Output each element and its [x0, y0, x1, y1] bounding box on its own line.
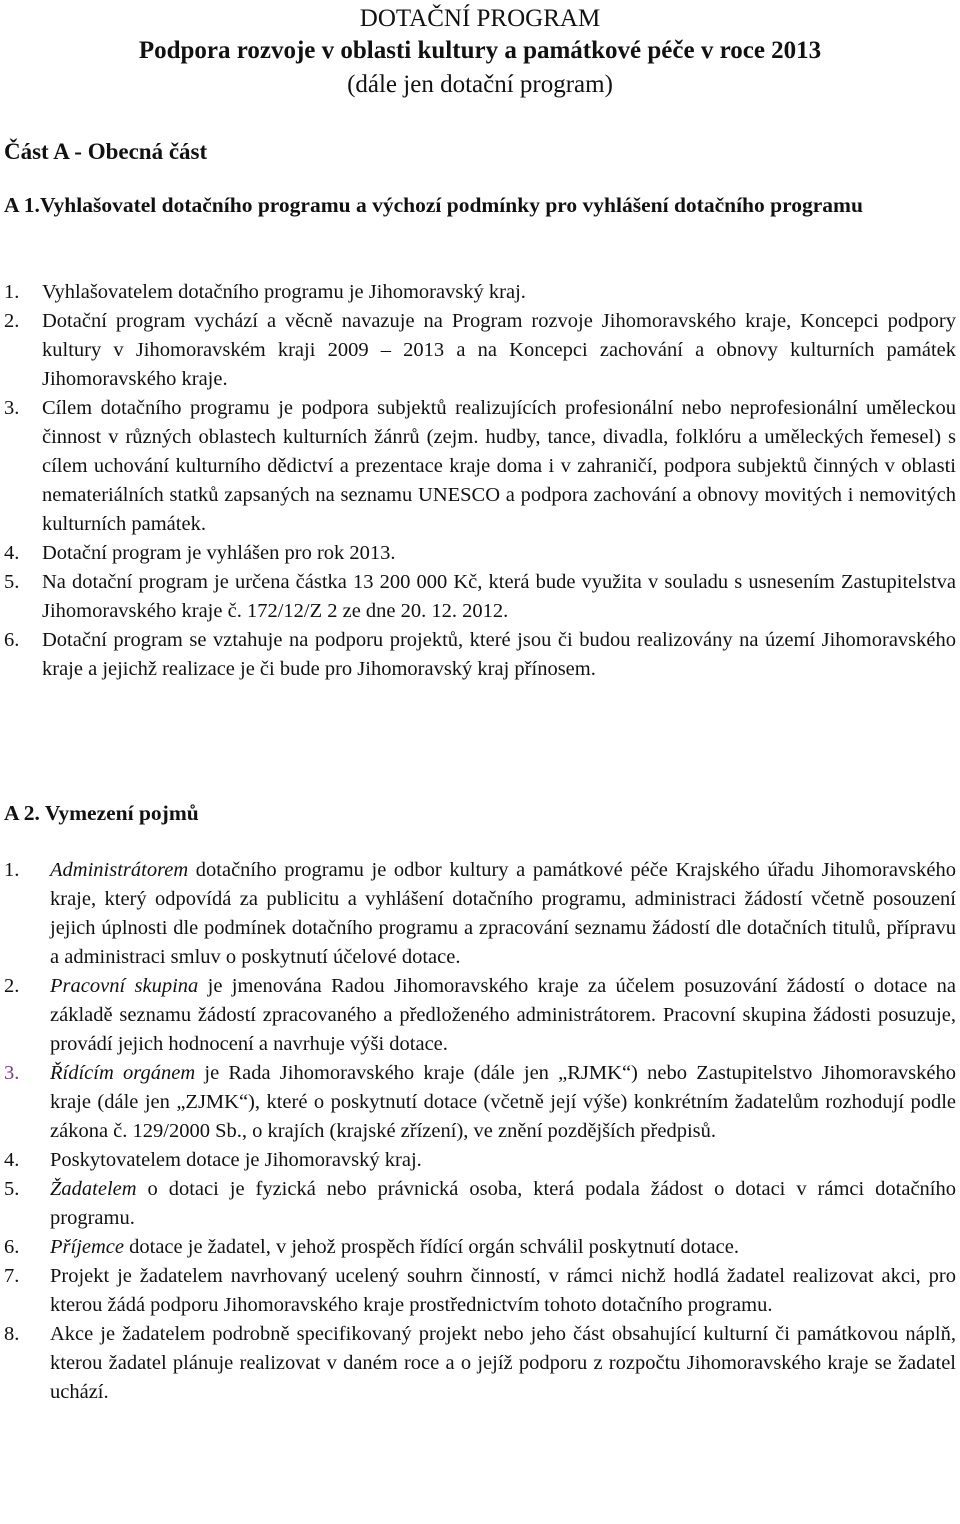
item-number: 5.: [4, 571, 20, 593]
item-text: je jmenována Radou Jihomoravského kraje za účelem posuzování žádostí o dotace na základě seznamu žádostí zpracovaného a předloženého administrátorem. Pracovní skupina žádosti posuzuje, provádí jejich hodnocení a navrhuje výši dotace.: [50, 975, 957, 1055]
list-item: [4, 568, 956, 626]
list-item: [4, 626, 956, 684]
list-item: [4, 972, 956, 1059]
item-text: Na dotační program je určena částka 13 200 000 Kč, která bude využita v souladu s usnesením Zastupitelstva Jihomoravského kraje č. 172/12/Z 2 ze dne 20. 12. 2012.: [42, 571, 956, 622]
item-number: 3.: [4, 397, 20, 419]
item-text: Poskytovatelem dotace je Jihomoravský kraj.: [50, 1149, 422, 1171]
item-number: 8.: [4, 1323, 20, 1345]
list-item: [4, 1146, 956, 1175]
list-item: [4, 1320, 956, 1407]
item-number: 5.: [4, 1178, 20, 1200]
list-item: [4, 278, 956, 307]
item-number: 6.: [4, 629, 20, 651]
section-a1-heading: [4, 190, 956, 220]
list-item: [4, 856, 956, 972]
item-number: 2.: [4, 975, 20, 997]
section-title: Vyhlašovatel dotačního programu a výchozí podmínky pro vyhlášení dotačního programu: [40, 193, 863, 217]
section-a2-list: [4, 856, 956, 1407]
defined-term: Administrátorem: [50, 859, 189, 881]
list-item: [4, 394, 956, 539]
document-type: DOTAČNÍ PROGRAM: [359, 5, 601, 32]
item-text: Projekt je žadatelem navrhovaný ucelený souhrn činností, v rámci nichž hodlá žadatel realizovat akci, pro kterou žádá podporu Jihomoravského kraje prostřednictvím tohoto dotačního programu.: [50, 1265, 956, 1316]
item-number: 4.: [4, 1149, 20, 1171]
section-number: A 1.: [4, 193, 40, 217]
item-number: 2.: [4, 310, 20, 332]
document-subtitle: (dále jen dotační program): [347, 71, 613, 98]
list-item: [4, 1233, 956, 1262]
defined-term: Pracovní skupina: [50, 975, 199, 997]
item-number: 3.: [4, 1062, 20, 1084]
item-text: o dotaci je fyzická nebo právnická osoba, která podala žádost o dotaci v rámci dotačního programu.: [50, 1178, 956, 1229]
item-text: je Rada Jihomoravského kraje (dále jen „RJMK“) nebo Zastupitelstvo Jihomoravského kraje (dále jen „ZJMK“), které o poskytnutí dotace (včetně její výše) konkrétním žadatelům rozhodují podle zákona č. 129/2000 Sb., o krajích (krajské zřízení), ve znění pozdějších předpisů.: [50, 1062, 956, 1142]
defined-term: Řídícím orgánem: [50, 1062, 196, 1084]
list-item: [4, 539, 956, 568]
list-item: [4, 1175, 956, 1233]
item-number: 4.: [4, 542, 20, 564]
document-title: Podpora rozvoje v oblasti kultury a památkové péče v roce 2013: [138, 37, 822, 64]
defined-term: Příjemce: [50, 1236, 124, 1258]
item-text: Vyhlašovatelem dotačního programu je Jihomoravský kraj.: [42, 281, 526, 303]
item-text: Cílem dotačního programu je podpora subjektů realizujících profesionální nebo neprofesionální uměleckou činnost v různých oblastech kulturních žánrů (zejm. hudby, tance, divadla, folklóru a uměleckých řemesel) s cílem uchování kulturního dědictví a prezentace kraje doma i v zahraničí, podpora subjektů činných v oblasti nemateriálních statků zapsaných na seznamu UNESCO a podpora zachování a obnovy movitých i nemovitých kulturních památek.: [42, 397, 956, 535]
defined-term: Žadatelem: [50, 1178, 137, 1200]
section-a1-list: [4, 278, 956, 684]
item-text: Dotační program vychází a věcně navazuje na Program rozvoje Jihomoravského kraje, Koncepci podpory kultury v Jihomoravském kraji 2009 – 2013 a na Koncepci zachování a obnovy kulturních památek Jihomoravského kraje.: [42, 310, 956, 390]
item-number: 1.: [4, 281, 20, 303]
list-item: [4, 1059, 956, 1146]
part-title: Část A - Obecná část: [4, 139, 208, 164]
item-number: 6.: [4, 1236, 20, 1258]
section-a2-heading: A 2. Vymezení pojmů: [4, 801, 199, 825]
item-text: Dotační program je vyhlášen pro rok 2013.: [42, 542, 396, 564]
item-number: 7.: [4, 1265, 20, 1287]
item-text: Akce je žadatelem podrobně specifikovaný projekt nebo jeho část obsahující kulturní či památkovou náplň, kterou žadatel plánuje realizovat v daném roce a o jejíž podporu z rozpočtu Jihomoravského kraje se žadatel uchází.: [50, 1323, 956, 1403]
list-item: [4, 307, 956, 394]
item-text: dotace je žadatel, v jehož prospěch řídící orgán schválil poskytnutí dotace.: [124, 1236, 739, 1258]
list-item: [4, 1262, 956, 1320]
item-text: Dotační program se vztahuje na podporu projektů, které jsou či budou realizovány na území Jihomoravského kraje a jejichž realizace je či bude pro Jihomoravský kraj přínosem.: [42, 629, 956, 680]
item-text: dotačního programu je odbor kultury a památkové péče Krajského úřadu Jihomoravského kraje, který odpovídá za publicitu a vyhlášení dotačního programu, administraci žádostí včetně posouzení jejich úplnosti dle podmínek dotačního programu a zpracování seznamu žádostí dle dotačních titulů, přípravu a administraci smluv o poskytnutí účelové dotace.: [50, 859, 956, 968]
item-number: 1.: [4, 859, 20, 881]
